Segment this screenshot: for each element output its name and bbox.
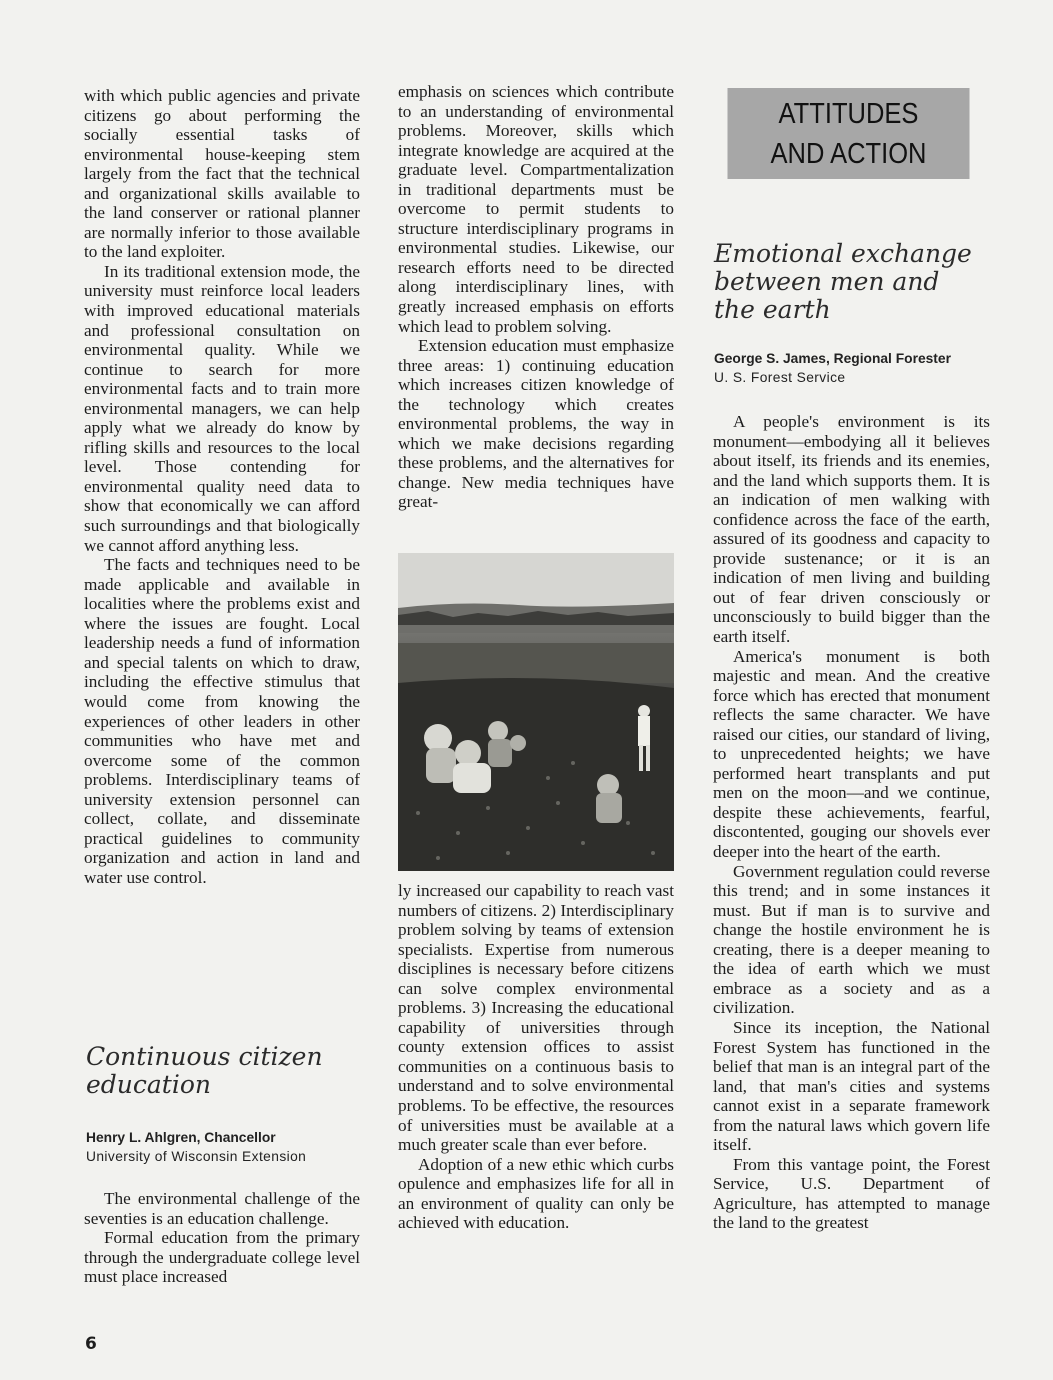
article-byline — [86, 1128, 366, 1166]
page-number: 6 — [85, 1334, 97, 1354]
body-paragraph: ly increased our capability to reach vast numbers of citizens. 2) Interdisciplinary problem solving by teams of extension specialists. Expertise from numerous disciplines is necessary before citizens can solve complex environmental problems. 3) Increasing the educational capability of universities through county extension offices to assist communities on a continuous basis to understand and to solve environmental problems. To be effective, the resources of universities must be available at a much greater scale than ever before. — [398, 881, 674, 1155]
body-paragraph: America's monument is both majestic and mean. And the creative force which has erected that monument reflects the same character. We have raised our cities, our standard of living, to unprecedented heights; we have performed heart transplants and put men on the moon—and we continue, despite these achievements, fearful, discontented, gouging our shovels ever deeper into the heart of the earth. — [713, 646, 990, 862]
author-name: Henry L. Ahlgren, Chancellor — [86, 1130, 276, 1145]
article-title-emotional-exchange: Emotional exchange between men and the earth — [714, 239, 972, 324]
column-2-continued — [398, 881, 674, 1233]
body-paragraph: The facts and techniques need to be made applicable and available in localities where the problems exist and where the issues are fought. Local leadership needs a fund of information and special talents on which to draw, including the effective stimulus that would come from knowing the experiences of other leaders in other communities who have met and overcome some of the common problems. Interdisciplinary teams of university extension personnel can collect, collate, and disseminate practical guidelines to community organization and action in land and water use control. — [84, 555, 360, 887]
photo-people-in-meadow — [398, 553, 674, 871]
body-paragraph: Extension education must emphasize three areas: 1) continuing education which increases citizen knowledge of the technology which creates environmental problems, the way in which we make decisions regarding these problems, and the alternatives for change. New media techniques have great- — [398, 336, 674, 512]
body-paragraph: Formal education from the primary through the undergraduate college level must place increased — [84, 1228, 360, 1287]
section-banner — [728, 88, 970, 179]
photo-illustration — [398, 553, 674, 871]
body-paragraph: From this vantage point, the Forest Service, U.S. Department of Agriculture, has attempted to manage the land to the greatest — [713, 1154, 990, 1233]
banner-line-1: ATTITUDES — [778, 97, 919, 130]
author-affiliation: U. S. Forest Service — [714, 370, 846, 385]
body-paragraph: Since its inception, the National Forest System has functioned in the belief that man is an integral part of the land, that man's cities and systems cannot exist in a separate framework from the natural laws which govern life itself. — [713, 1017, 990, 1155]
author-name: George S. James, Regional Forester — [714, 351, 951, 366]
article-title-continuous-citizen-education: Continuous citizen education — [86, 1042, 323, 1099]
body-paragraph: In its traditional extension mode, the university must reinforce local leaders with improved educational materials and professional consultation on environmental quality. While we continue to search for more environmental facts and to train more environmental managers, we can help apply what we already do know by rifling skills and resources to the local level. Those contending for environmental quality need data to show that economically we can afford such surroundings and that biologically we cannot afford anything less. — [84, 261, 360, 555]
body-paragraph: emphasis on sciences which contribute to an understanding of environmental problems. Moreover, skills which integrate knowledge are acquired at the graduate level. Compartmentalization in traditional departments must be overcome to permit students to structure interdisciplinary programs in environmental studies. Likewise, our research efforts need to be directed along interdisciplinary lines, with greatly increased emphasis on efforts which lead to problem solving. — [398, 82, 674, 336]
article1-body — [84, 1189, 360, 1287]
body-paragraph: Government regulation could reverse this trend; and in some instances it must. But if man is to survive and change the hostile environment he is creating, there is a deeper meaning to the idea of earth which we must embrace as a society and as a civilization. — [713, 861, 990, 1018]
body-paragraph: A people's environment is its monument—embodying all it believes about itself, its friends and its enemies, and the land which supports them. It is an indication of men walking with confidence across the face of the earth, assured of its goodness and capacity to provide sustenance; or it is an indication of men living and building out of fear driven consciously or unconsciously to build bigger than the earth itself. — [713, 412, 990, 647]
banner-line-2: AND ACTION — [770, 137, 927, 170]
author-affiliation: University of Wisconsin Extension — [86, 1149, 307, 1164]
body-paragraph: with which public agencies and private citizens go about performing the socially essential tasks of environmental house-keeping stem largely from the fact that the technical and organizational skills available to the land conserver or rational planner are normally inferior to those available to the land exploiter. — [84, 86, 360, 262]
body-paragraph: Adoption of a new ethic which curbs opulence and emphasizes life for all in an environment of quality can only be achieved with education. — [398, 1154, 674, 1233]
article-byline — [714, 349, 994, 387]
column-1 — [84, 86, 360, 887]
body-paragraph: The environmental challenge of the seventies is an education challenge. — [84, 1189, 360, 1228]
column-2 — [398, 82, 674, 512]
column-3 — [713, 412, 990, 1233]
